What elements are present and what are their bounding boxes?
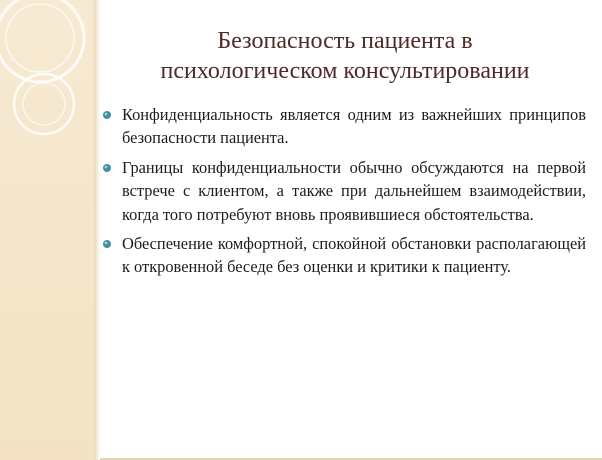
circle-bullet-icon [102, 110, 112, 120]
bullet-list [102, 103, 586, 285]
slide-title [110, 26, 580, 86]
circle-bullet-icon [102, 163, 112, 173]
slide-title-line: психологическом консультировании [160, 58, 530, 84]
bullet-item [102, 103, 586, 150]
bullet-item [102, 156, 586, 226]
bullet-text: Обеспечение комфортной, спокойной обстановки располагающей к откровенной беседе без оценки и критики к пациенту. [122, 234, 586, 277]
bullet-item [102, 232, 586, 279]
circle-bullet-icon [102, 239, 112, 249]
slide-title-line: Безопасность пациента в [217, 28, 473, 54]
bullet-text: Границы конфиденциальности обычно обсуждаются на первой встрече с клиентом, а также при дальнейшем взаимодействии, когда того потребуют вновь проявившиеся обстоятельства. [122, 157, 586, 224]
bullet-text: Конфиденциальность является одним из важнейших принципов безопасности пациента. [122, 105, 586, 148]
decorative-rings-icon [0, 0, 100, 160]
